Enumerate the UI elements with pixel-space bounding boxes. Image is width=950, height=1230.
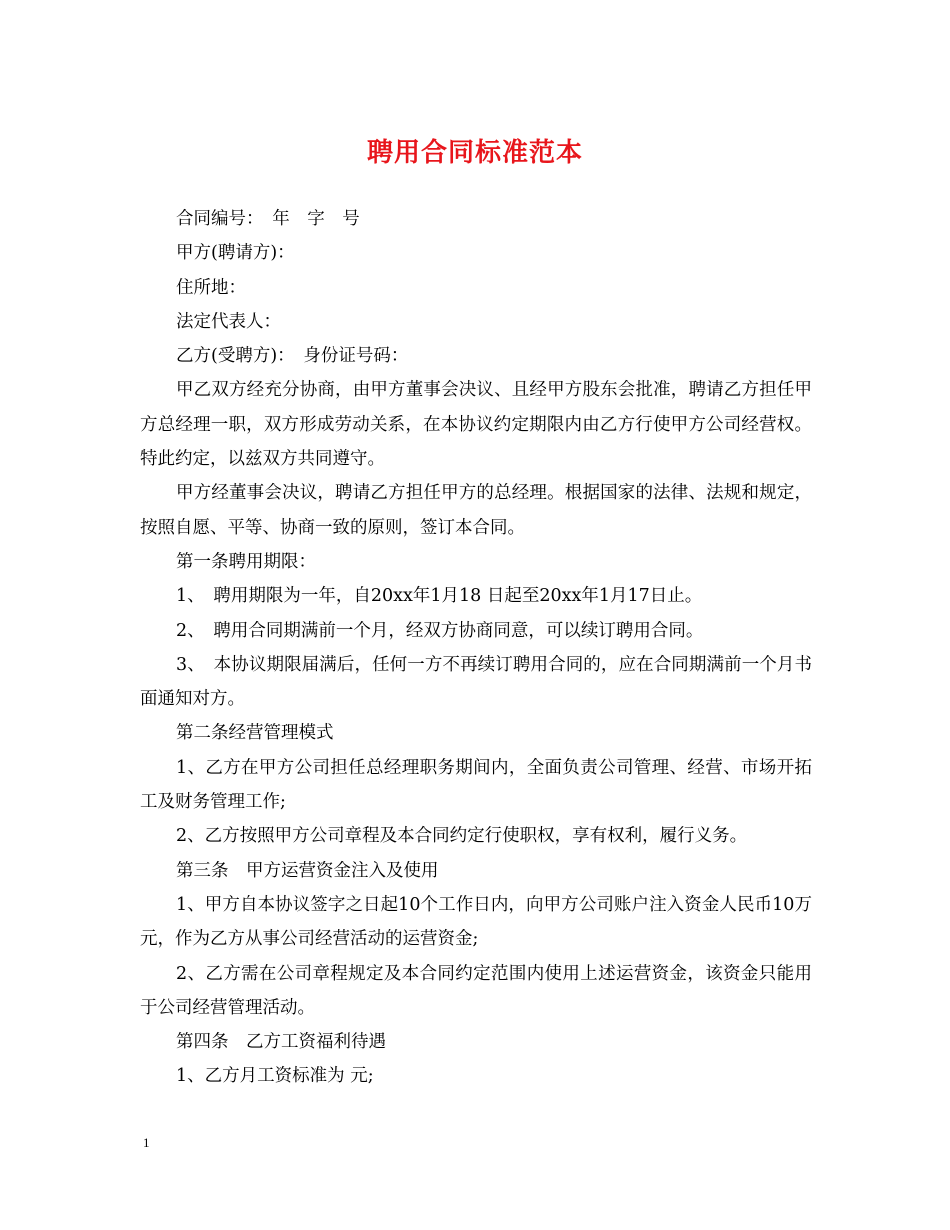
address-line: 住所地：	[176, 277, 246, 298]
article-4-item-1: 1、乙方月工资标准为 元;	[176, 1066, 374, 1087]
contract-number-line: 合同编号： 年 字 号	[176, 209, 360, 229]
preamble-paragraph-2: 甲方经董事会决议，聘请乙方担任甲方的总经理。根据国家的法律、法规和规定，按照自愿、平等、协商一致的原则，签订本合同。	[140, 483, 812, 538]
document-title: 聘用合同标准范本	[366, 138, 583, 168]
page-number: 1	[143, 1135, 150, 1150]
article-1-heading: 第一条聘用期限：	[176, 551, 316, 572]
article-2-item-2: 2、乙方按照甲方公司章程及本合同约定行使职权，享有权利，履行义务。	[176, 826, 748, 847]
document-body	[140, 202, 812, 1094]
article-4-heading: 第四条 乙方工资福利待遇	[176, 1032, 386, 1053]
article-1-item-2: 2、 聘用合同期满前一个月，经双方协商同意，可以续订聘用合同。	[176, 620, 704, 641]
article-3-item-2: 2、乙方需在公司章程规定及本合同约定范围内使用上述运营资金，该资金只能用于公司经营管理活动。	[140, 963, 812, 1018]
article-3-item-1: 1、甲方自本协议签字之日起10个工作日内，向甲方公司账户注入资金人民币10万元，作为乙方从事公司经营活动的运营资金;	[140, 894, 812, 950]
article-2-item-1: 1、乙方在甲方公司担任总经理职务期间内，全面负责公司管理、经营、市场开拓工及财务管理工作;	[140, 757, 812, 813]
party-a-line: 甲方(聘请方)：	[176, 243, 295, 264]
preamble-paragraph: 甲乙双方经充分协商，由甲方董事会决议、且经甲方股东会批准，聘请乙方担任甲方总经理一职，双方形成劳动关系，在本协议约定期限内由乙方行使甲方公司经营权。特此约定，以兹双方共同遵守。	[140, 380, 812, 470]
article-1-item-3: 3、 本协议期限届满后，任何一方不再续订聘用合同的，应在合同期满前一个月书面通知对方。	[140, 654, 812, 710]
legal-representative-line: 法定代表人：	[176, 311, 281, 332]
party-b-line: 乙方(受聘方)： 身份证号码：	[176, 346, 409, 367]
article-2-heading: 第二条经营管理模式	[176, 723, 334, 744]
article-1-item-1: 1、 聘用期限为一年，自20xx年1月18 日起至20xx年1月17日止。	[176, 586, 703, 607]
article-3-heading: 第三条 甲方运营资金注入及使用	[176, 860, 439, 881]
